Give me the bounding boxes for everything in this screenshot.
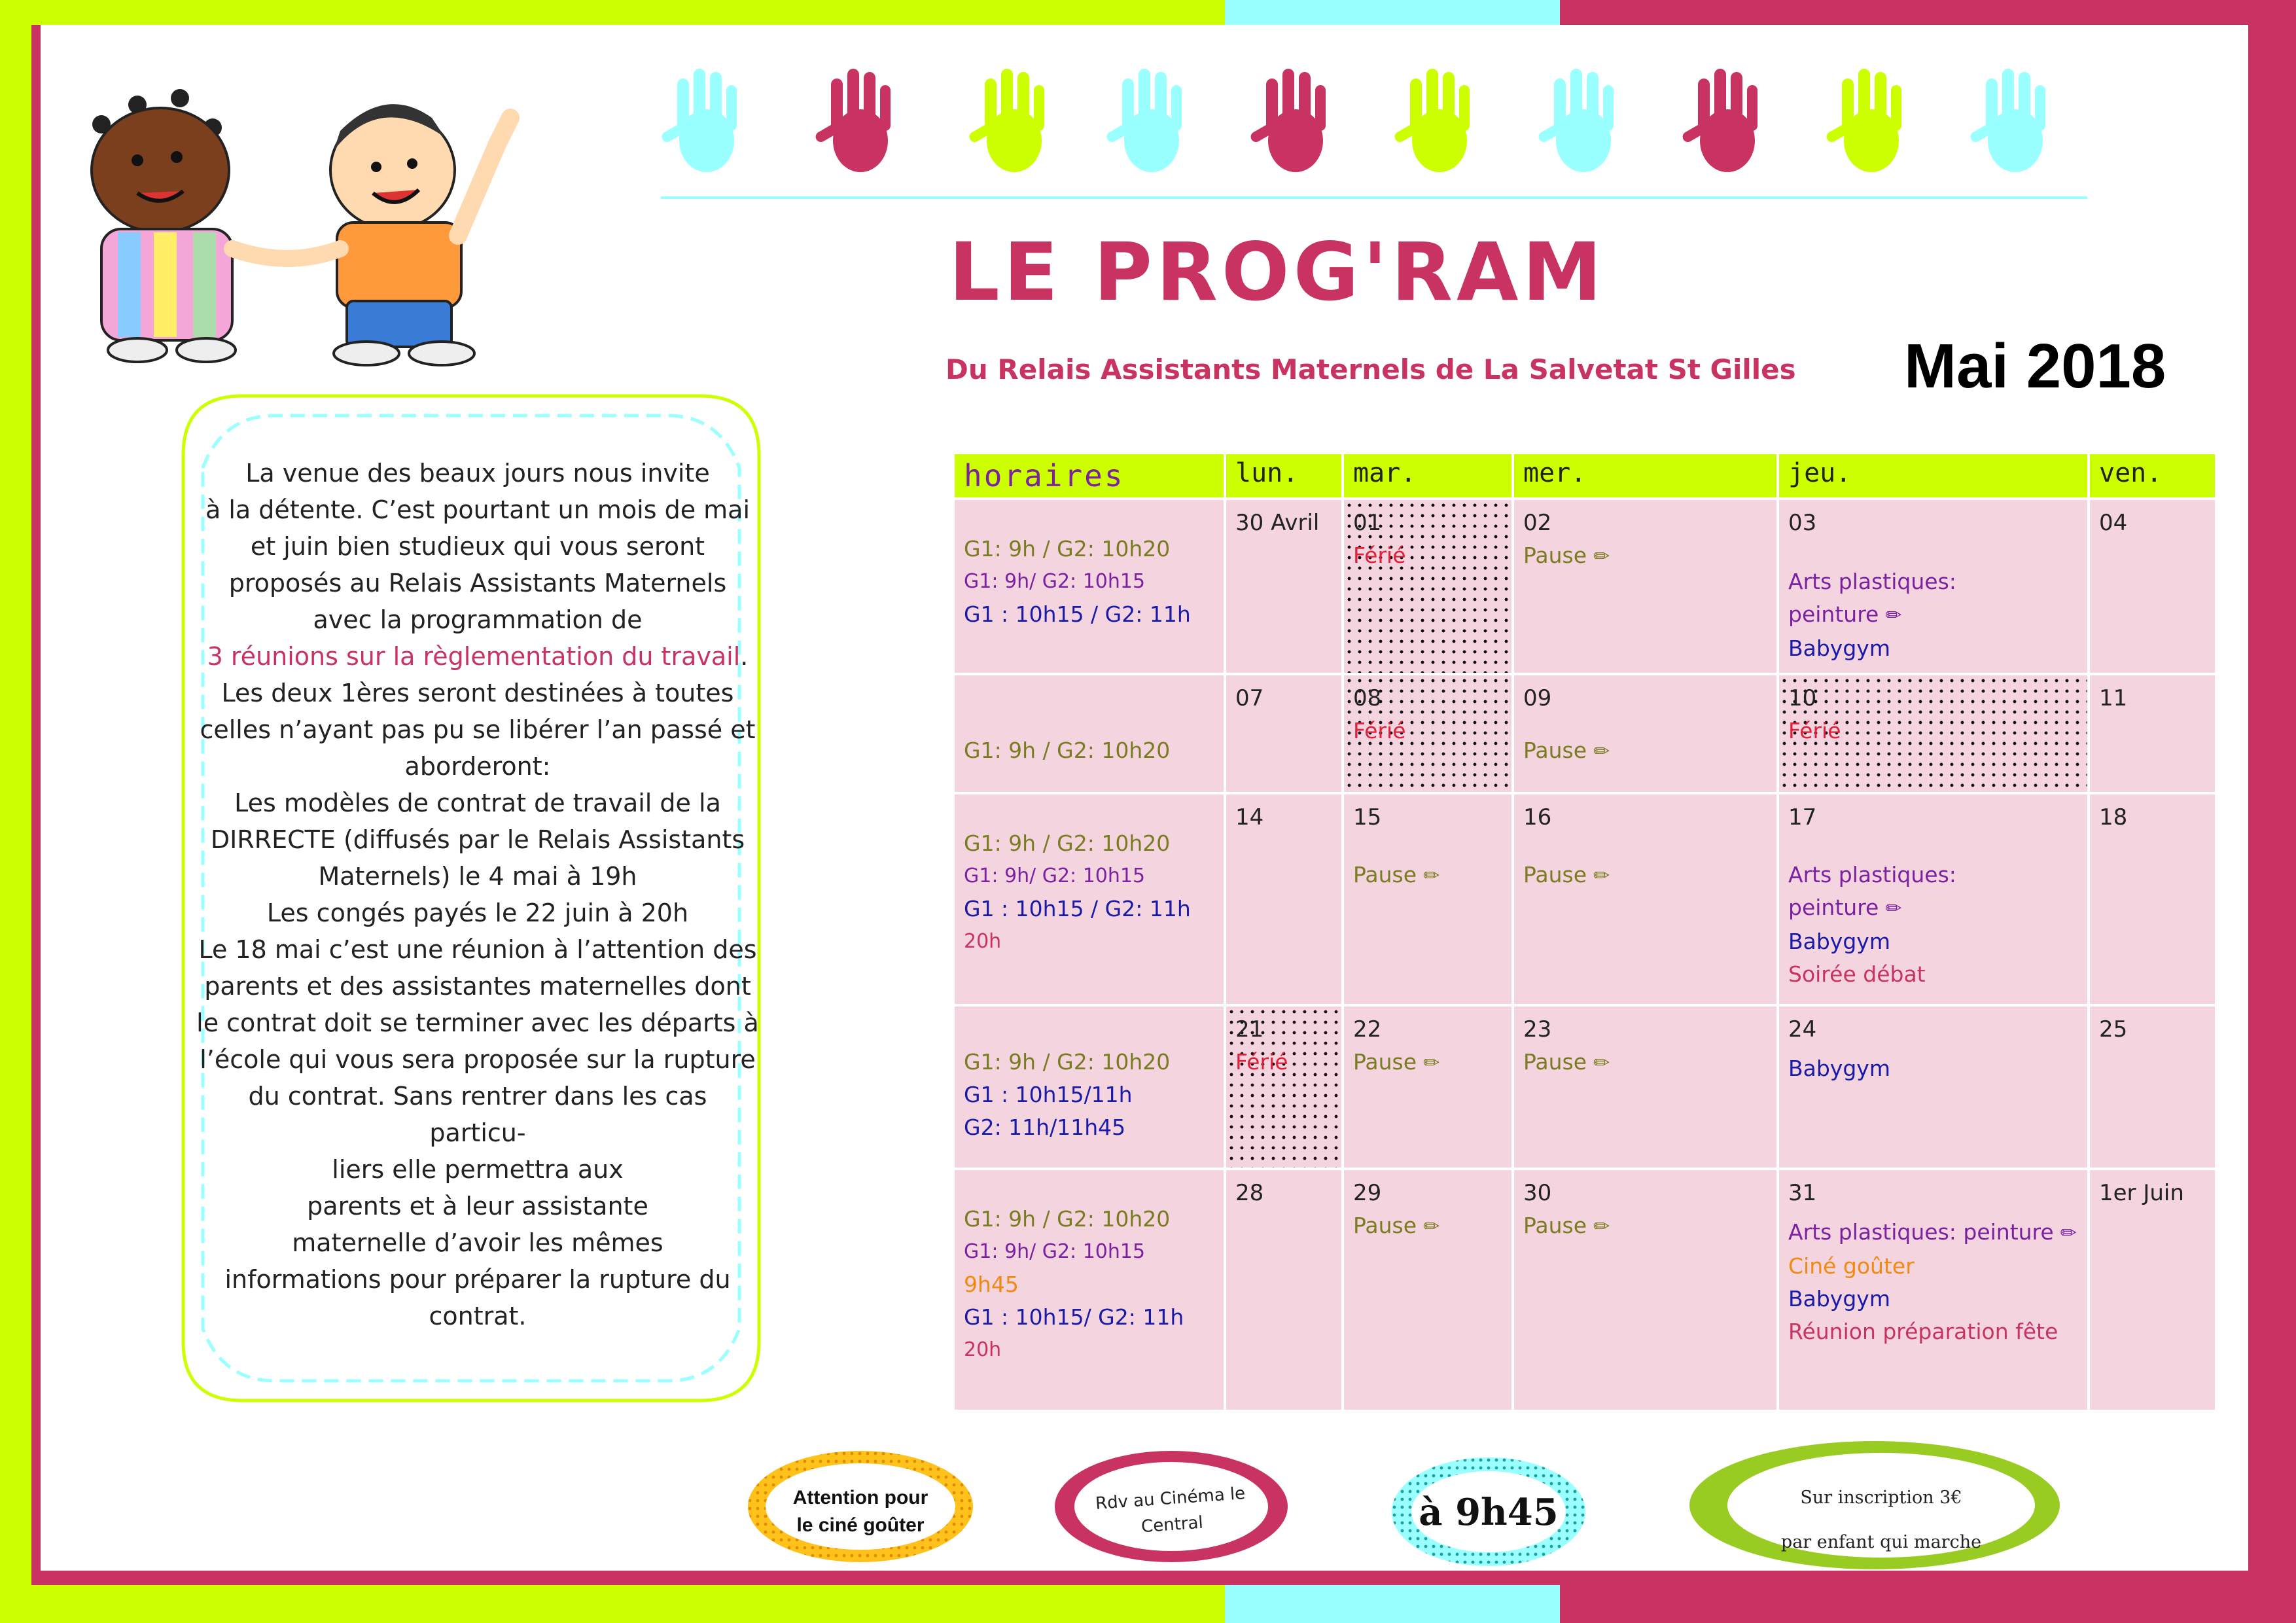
activity-item: Pause xyxy=(1523,543,1587,568)
pencil-icon: ✏ xyxy=(1423,1052,1440,1075)
pencil-icon: ✏ xyxy=(1885,897,1902,920)
activity-item: Arts plastiques: xyxy=(1788,862,1956,887)
intro-panel xyxy=(177,389,766,1407)
holiday-label: Férié xyxy=(1353,718,1406,743)
activity-item: Babygym xyxy=(1788,929,1890,954)
activity-item: Pause xyxy=(1523,738,1587,763)
activity-line xyxy=(1788,598,2078,632)
schedule-line: 20h xyxy=(964,1338,1002,1361)
frame-bottom-rose-inner xyxy=(31,1571,2248,1585)
note-line: Sur inscription 3€ xyxy=(1800,1488,1962,1508)
handprint-icon xyxy=(1826,65,1917,183)
day-cell xyxy=(2089,674,2216,793)
activity-item: Soirée débat xyxy=(1788,961,1926,987)
horaires-cell xyxy=(953,793,1225,1005)
intro-line: du contrat. Sans rentrer dans les cas particu- xyxy=(248,1082,707,1147)
activity-item: Réunion préparation fête xyxy=(1788,1319,2058,1344)
activity-item: Pause xyxy=(1523,862,1587,887)
header-lun: lun. xyxy=(1225,453,1343,499)
day-cell xyxy=(2089,499,2216,674)
intro-line: le contrat doit se terminer avec les départs à xyxy=(196,1008,759,1037)
time-note: à 9h45 xyxy=(1419,1491,1559,1534)
intro-line: La venue des beaux jours nous invite xyxy=(245,459,710,488)
intro-line: l’école qui vous sera proposée sur la rupture xyxy=(200,1045,756,1074)
activity-item: Pause xyxy=(1353,1049,1417,1075)
schedule-line: G1: 9h / G2: 10h20 xyxy=(964,830,1171,856)
horaires-cell xyxy=(953,1169,1225,1411)
activity-item: Babygym xyxy=(1788,635,1890,661)
horaires-cell xyxy=(953,499,1225,674)
day-cell-holiday xyxy=(1343,674,1513,793)
day-cell-holiday xyxy=(1343,499,1513,674)
calendar-week-row xyxy=(953,1005,2216,1169)
day-number: 28 xyxy=(1235,1180,1264,1206)
handprint-icon xyxy=(1394,65,1485,183)
schedule-line: G1 : 10h15/11h xyxy=(964,1082,1133,1107)
frame-top-rose xyxy=(1560,0,2296,25)
header-mer: mer. xyxy=(1513,453,1778,499)
day-number: 17 xyxy=(1788,804,1817,830)
intro-line: celles n’ayant pas pu se libérer l’an passé et xyxy=(200,715,756,744)
holiday-label: Férié xyxy=(1788,718,1841,743)
handprint-icon xyxy=(968,65,1060,183)
pencil-icon: ✏ xyxy=(1423,865,1440,887)
activity-item: Pause xyxy=(1353,862,1417,887)
day-number: 04 xyxy=(2099,510,2128,536)
day-number: 24 xyxy=(1788,1016,1817,1043)
frame-left-lime xyxy=(0,0,31,1623)
day-cell-holiday xyxy=(1225,1005,1343,1169)
calendar-header-row xyxy=(953,453,2216,499)
day-number: 09 xyxy=(1523,685,1552,711)
calendar-week-row xyxy=(953,793,2216,1005)
activity-item: Babygym xyxy=(1788,1056,1890,1081)
intro-line: contrat. xyxy=(429,1302,527,1330)
horaires-cell xyxy=(953,1005,1225,1169)
activity-item: Babygym xyxy=(1788,1286,1890,1311)
intro-line: et juin bien studieux qui vous seront xyxy=(250,532,705,561)
day-cell xyxy=(2089,793,2216,1005)
day-number: 30 xyxy=(1523,1180,1552,1206)
frame-bottom-aqua xyxy=(1225,1585,1560,1623)
schedule-line: G1: 9h/ G2: 10h15 xyxy=(964,1240,1146,1263)
day-number: 10 xyxy=(1788,685,1817,711)
intro-line: aborderont: xyxy=(404,752,551,781)
schedule-line: G2: 11h/11h45 xyxy=(964,1115,1126,1140)
day-number: 08 xyxy=(1353,685,1382,711)
activity-item: Ciné goûter xyxy=(1788,1253,1915,1279)
day-number: 16 xyxy=(1523,804,1552,830)
schedule-line: G1: 9h / G2: 10h20 xyxy=(964,1049,1171,1075)
day-cell xyxy=(1513,499,1778,674)
activity-line xyxy=(1788,891,2078,925)
page-title: LE PROG'RAM xyxy=(949,226,1606,319)
girl-figure xyxy=(92,89,236,362)
pencil-icon: ✏ xyxy=(1885,604,1902,627)
inscription-note xyxy=(1740,1476,2022,1565)
frame-top-aqua xyxy=(1225,0,1560,25)
schedule-line: G1: 9h / G2: 10h20 xyxy=(964,738,1171,763)
intro-line: maternelle d’avoir les mêmes xyxy=(292,1228,663,1257)
header-horaires: horaires xyxy=(953,453,1225,499)
day-number: 23 xyxy=(1523,1016,1552,1043)
intro-line: parents et à leur assistante xyxy=(307,1192,648,1221)
note-line: Attention pour xyxy=(792,1487,928,1508)
day-number: 01 xyxy=(1353,510,1382,536)
day-number: 03 xyxy=(1788,510,1817,536)
day-number: 18 xyxy=(2099,804,2128,830)
day-number: 30 Avril xyxy=(1235,510,1320,536)
schedule-line: 9h45 xyxy=(964,1272,1019,1297)
intro-line: avec la programmation de xyxy=(313,605,643,634)
day-number: 02 xyxy=(1523,510,1552,536)
page-subtitle: Du Relais Assistants Maternels de La Salvetat St Gilles xyxy=(945,353,1796,385)
day-number: 11 xyxy=(2099,685,2128,711)
day-cell xyxy=(1343,1169,1513,1411)
day-cell xyxy=(1513,674,1778,793)
schedule-line: G1: 9h/ G2: 10h15 xyxy=(964,570,1146,593)
schedule-line: G1: 9h / G2: 10h20 xyxy=(964,1206,1171,1232)
day-cell xyxy=(1778,1005,2089,1169)
activity-item: Pause xyxy=(1353,1213,1417,1238)
frame-top-lime xyxy=(0,0,1225,25)
month-label: Mai 2018 xyxy=(1904,331,2166,401)
intro-line: Le 18 mai c’est une réunion à l’attention des xyxy=(198,935,757,964)
schedule-line: G1 : 10h15 / G2: 11h xyxy=(964,896,1191,921)
intro-line: Maternels) le 4 mai à 19h xyxy=(318,862,637,891)
activity-item: Arts plastiques: xyxy=(1788,569,1956,594)
handprint-row xyxy=(661,65,2087,196)
day-number: 21 xyxy=(1235,1016,1264,1043)
schedule-line: G1: 9h/ G2: 10h15 xyxy=(964,865,1146,887)
handprint-icon xyxy=(1963,65,2068,183)
calendar-week-row xyxy=(953,674,2216,793)
highlight-period: . xyxy=(740,642,749,671)
pencil-icon: ✏ xyxy=(2060,1222,2077,1245)
holiday-label: Férié xyxy=(1235,1049,1288,1075)
pencil-icon: ✏ xyxy=(1593,1052,1610,1075)
day-number: 14 xyxy=(1235,804,1264,830)
boy-figure xyxy=(232,104,510,365)
intro-line: liers elle permettra aux xyxy=(332,1155,624,1184)
day-cell xyxy=(2089,1005,2216,1169)
activity-item: peinture xyxy=(1788,601,1879,627)
intro-line: proposés au Relais Assistants Maternels xyxy=(228,569,727,597)
intro-line: parents et des assistantes maternelles dont xyxy=(204,972,751,1001)
horaires-cell xyxy=(953,674,1225,793)
frame-bottom-rose xyxy=(1560,1585,2296,1623)
note-line: Central xyxy=(1140,1512,1204,1537)
day-cell xyxy=(1778,499,2089,674)
day-cell xyxy=(1343,793,1513,1005)
frame-bottom-lime xyxy=(0,1585,1225,1623)
header-jeu: jeu. xyxy=(1778,453,2089,499)
intro-line: Les congés payés le 22 juin à 20h xyxy=(266,899,689,927)
activity-item: peinture xyxy=(1788,895,1879,920)
day-cell xyxy=(1513,793,1778,1005)
header-ven: ven. xyxy=(2089,453,2216,499)
intro-text xyxy=(196,455,759,1334)
intro-line: informations pour préparer la rupture du xyxy=(224,1265,731,1294)
day-number: 07 xyxy=(1235,685,1264,711)
header-mar: mar. xyxy=(1343,453,1513,499)
intro-line: Les deux 1ères seront destinées à toutes xyxy=(221,679,734,707)
handprint-icon xyxy=(1250,65,1341,183)
day-cell xyxy=(1513,1169,1778,1411)
note-line: par enfant qui marche xyxy=(1780,1532,1982,1552)
frame-right-rose xyxy=(2248,0,2296,1623)
note-line: le ciné goûter xyxy=(796,1514,925,1536)
pencil-icon: ✏ xyxy=(1593,740,1610,763)
handprint-icon xyxy=(1682,65,1773,183)
note-line: Rdv au Cinéma le xyxy=(1095,1484,1246,1514)
calendar-week-row xyxy=(953,499,2216,674)
day-number: 15 xyxy=(1353,804,1382,830)
day-cell xyxy=(1778,793,2089,1005)
handprint-icon xyxy=(1538,65,1629,183)
calendar-table xyxy=(952,452,2217,1412)
intro-line: Les modèles de contrat de travail de la xyxy=(234,789,721,817)
intro-line: DIRRECTE (diffusés par le Relais Assistants xyxy=(210,825,745,854)
day-number: 29 xyxy=(1353,1180,1382,1206)
children-illustration xyxy=(39,52,550,366)
day-cell-holiday xyxy=(1778,674,2089,793)
day-number: 22 xyxy=(1353,1016,1382,1043)
handprint-icon xyxy=(815,65,906,183)
pencil-icon: ✏ xyxy=(1593,1215,1610,1238)
day-cell xyxy=(1225,793,1343,1005)
holiday-label: Férié xyxy=(1353,543,1406,568)
day-cell xyxy=(1513,1005,1778,1169)
day-number: 31 xyxy=(1788,1180,1817,1206)
handprint-icon xyxy=(1106,65,1197,183)
intro-highlight-line xyxy=(196,638,759,675)
activity-item: Pause xyxy=(1523,1049,1587,1075)
day-cell xyxy=(1225,1169,1343,1411)
day-number: 25 xyxy=(2099,1016,2128,1043)
day-cell xyxy=(2089,1169,2216,1411)
cine-gouter-note xyxy=(759,1484,962,1539)
day-cell xyxy=(1778,1169,2089,1411)
activity-line xyxy=(1788,1216,2078,1250)
intro-line: à la détente. C’est pourtant un mois de mai xyxy=(205,495,751,524)
day-number: 1er Juin xyxy=(2099,1180,2184,1206)
pencil-icon: ✏ xyxy=(1593,545,1610,568)
pencil-icon: ✏ xyxy=(1423,1215,1440,1238)
day-cell xyxy=(1225,499,1343,674)
schedule-line: G1 : 10h15 / G2: 11h xyxy=(964,601,1191,627)
handprint-icon xyxy=(661,65,752,183)
schedule-line: G1: 9h / G2: 10h20 xyxy=(964,536,1171,562)
calendar-week-row xyxy=(953,1169,2216,1411)
activity-item: Arts plastiques: peinture xyxy=(1788,1219,2054,1245)
day-cell xyxy=(1343,1005,1513,1169)
header-divider xyxy=(661,196,2087,199)
meeting-highlight: 3 réunions sur la règlementation du travail xyxy=(207,642,741,671)
day-cell xyxy=(1225,674,1343,793)
schedule-line: 20h xyxy=(964,930,1002,953)
schedule-line: G1 : 10h15/ G2: 11h xyxy=(964,1304,1184,1330)
pencil-icon: ✏ xyxy=(1593,865,1610,887)
activity-item: Pause xyxy=(1523,1213,1587,1238)
